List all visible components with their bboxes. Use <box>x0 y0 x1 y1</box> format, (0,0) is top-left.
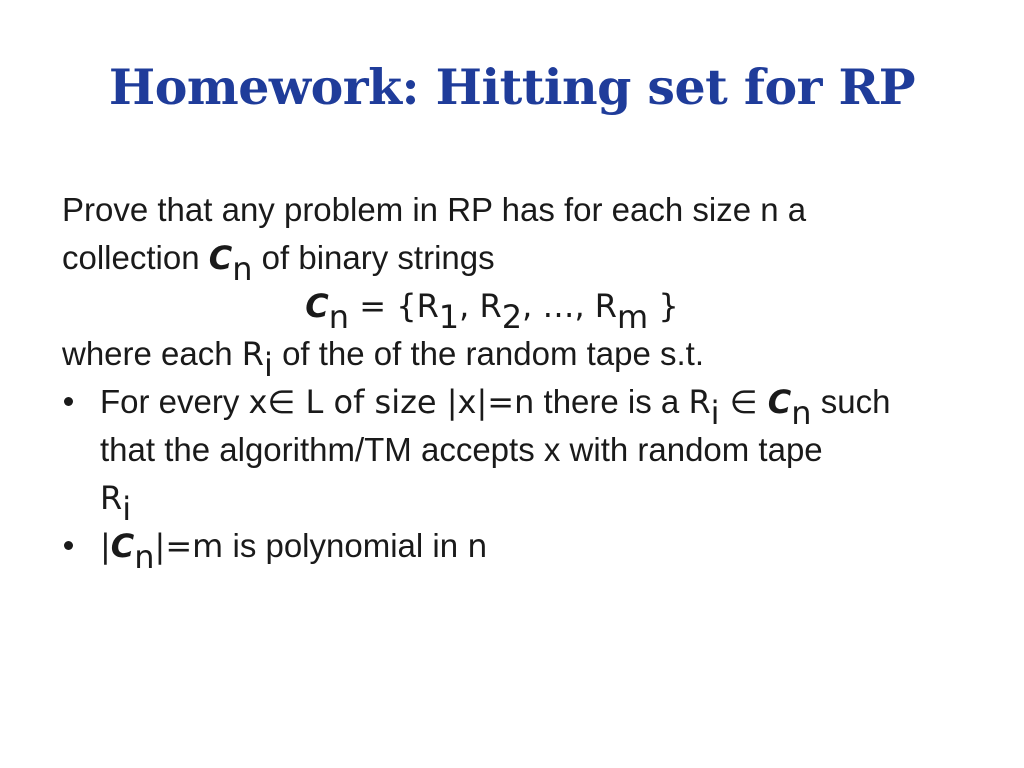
bullet-2-mid: is polynomial in <box>223 527 468 564</box>
slide-title: Homework: Hitting set for RP <box>108 58 916 116</box>
bullet-2-line <box>100 522 962 577</box>
bullet-1-post: such <box>811 383 891 420</box>
bullet-1-pre: For every <box>100 383 249 420</box>
formula-end: } <box>648 287 679 325</box>
bullet-1-c-sub: n <box>791 394 812 433</box>
intro-line-1: Prove that any problem in RP has for each size n a <box>62 191 807 228</box>
bullet-item-1 <box>62 378 962 529</box>
set-formula <box>62 282 962 337</box>
bullet-2-close: |=m <box>154 527 224 565</box>
formula-lhs: C <box>305 287 329 325</box>
bullet-1-line-1 <box>100 378 962 433</box>
formula-sub-1: 1 <box>438 298 460 337</box>
bullet-item-2 <box>62 522 962 577</box>
bullet-1-in: ∈ <box>719 383 768 421</box>
formula-comma-1: , R <box>459 287 502 325</box>
bullet-1-line-3-r: R <box>100 479 123 517</box>
bullet-1-line-3 <box>100 474 962 529</box>
collection-symbol: C <box>208 239 233 277</box>
bullet-2-n: n <box>467 527 488 565</box>
formula-comma-2: , …, R <box>522 287 618 325</box>
bullet-dot-icon <box>64 397 73 406</box>
bullet-1-r: R <box>688 383 711 421</box>
where-symbol: R <box>241 335 265 373</box>
bullet-1-r-sub: i <box>710 394 720 433</box>
where-pre: where each <box>62 335 242 372</box>
bullet-1-math: x∈ L of size |x|=n <box>248 383 535 421</box>
intro-line-2 <box>62 234 962 289</box>
bullet-1-line-2: that the algorithm/TM accepts x with random tape <box>100 431 823 468</box>
formula-eq: = {R <box>349 287 439 325</box>
bullet-2-open: | <box>100 527 111 565</box>
bullet-1-c: C <box>767 383 792 421</box>
intro-text-post: of binary strings <box>252 239 495 276</box>
bullet-2-c-sub: n <box>134 538 155 577</box>
bullet-1-line-3-sub: i <box>122 490 132 529</box>
bullet-1-mid: there is a <box>534 383 689 420</box>
where-post: of the of the random tape s.t. <box>272 335 705 372</box>
where-subscript: i <box>264 346 273 385</box>
intro-text-pre: collection <box>62 239 209 276</box>
slide-body <box>62 186 962 577</box>
formula-sub-2: 2 <box>501 298 523 337</box>
collection-subscript: n <box>232 250 253 289</box>
formula-sub-m: m <box>617 298 649 337</box>
bullet-2-c: C <box>110 527 135 565</box>
where-line <box>62 330 962 385</box>
formula-lhs-sub: n <box>328 298 350 337</box>
bullet-dot-icon <box>64 541 73 550</box>
